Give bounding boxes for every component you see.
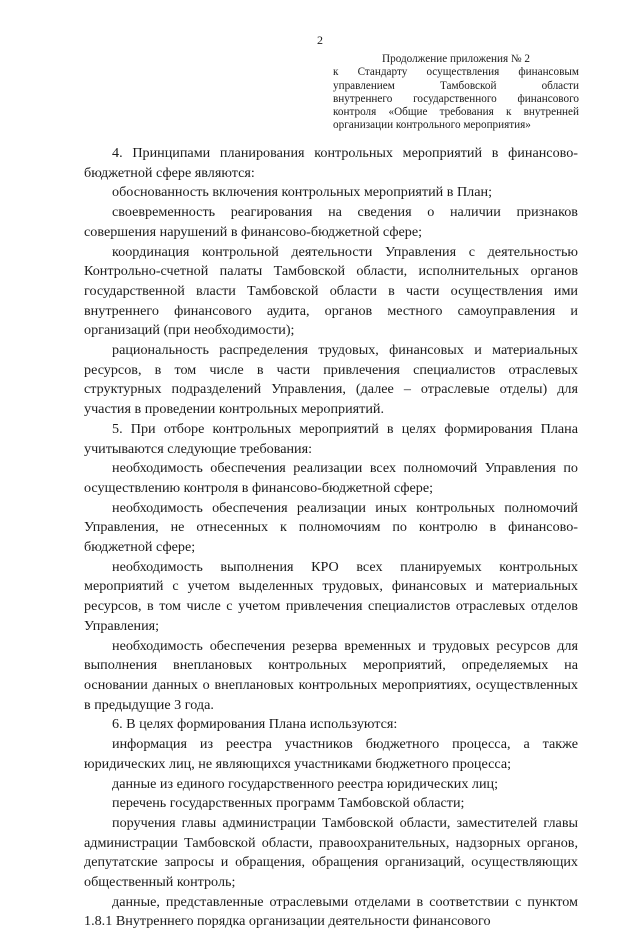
paragraph: необходимость выполнения КРО всех планируемых контрольных мероприятий с учетом выделенных трудовых, финансовых и материальных ресурсов, в том числе с учетом привлечения специалистов отраслевых отделов Управления; bbox=[84, 558, 578, 634]
appendix-header bbox=[333, 53, 579, 133]
paragraph: необходимость обеспечения реализации всех полномочий Управления по осуществлению контроля в финансово-бюджетной сфере; bbox=[84, 460, 578, 496]
paragraph: необходимость обеспечения резерва временных и трудовых ресурсов для выполнения внеплановых контрольных мероприятий, определяемых на основании данных о внеплановых контрольных мероприятиях, осуществленных в предыдущие 3 года. bbox=[84, 637, 578, 713]
page-number: 2 bbox=[317, 33, 323, 47]
header-line-2: к Стандарту осуществления финансовым bbox=[333, 66, 579, 79]
paragraph: данные из единого государственного реестра юридических лиц; bbox=[112, 775, 499, 792]
document-body bbox=[84, 144, 578, 932]
header-line-4: внутреннего государственного финансового bbox=[333, 92, 579, 105]
header-line-6: организации контрольного мероприятия» bbox=[333, 119, 531, 132]
paragraph: поручения главы администрации Тамбовской области, заместителей главы администрации Тамбовской области, правоохранительных, надзорных органов, депутатские запросы и обращения, обращения организаций, осуществляющих общественный контроль; bbox=[84, 814, 578, 891]
paragraph-6-intro: 6. В целях формирования Плана используются: bbox=[112, 716, 398, 733]
paragraph: необходимость обеспечения реализации иных контрольных полномочий Управления, не отнесенных к полномочиям по контролю в финансово-бюджетной сфере; bbox=[84, 499, 578, 556]
paragraph: данные, представленные отраслевыми отделами в соответствии с пунктом 1.8.1 Внутреннего порядка организации деятельности финансового bbox=[84, 893, 578, 930]
paragraph: своевременность реагирования на сведения о наличии признаков совершения нарушений в финансово-бюджетной сфере; bbox=[84, 204, 578, 240]
paragraph: информация из реестра участников бюджетного процесса, а также юридических лиц, не являющихся участниками бюджетного процесса; bbox=[84, 736, 578, 772]
paragraph: рациональность распределения трудовых, финансовых и материальных ресурсов, в том числе в части привлечения специалистов отраслевых структурных подразделений Управления, (далее – отраслевые отделы) для участия в проведении контрольных мероприятий. bbox=[84, 342, 578, 418]
header-line-3: управлением Тамбовской области bbox=[333, 79, 579, 92]
header-line-1: Продолжение приложения № 2 bbox=[382, 53, 530, 65]
paragraph-5-intro: 5. При отборе контрольных мероприятий в целях формирования Плана учитываются следующие требования: bbox=[84, 420, 578, 457]
paragraph-4-intro: 4. Принципами планирования контрольных мероприятий в финансово-бюджетной сфере являются: bbox=[84, 145, 578, 181]
paragraph: обоснованность включения контрольных мероприятий в План; bbox=[112, 184, 493, 201]
paragraph: координация контрольной деятельности Управления с деятельностью Контрольно-счетной палаты Тамбовской области, исполнительных органов государственной власти Тамбовской области в части осуществления ими внутреннего финансового аудита, органов местного самоуправления и организаций (при необходимости); bbox=[84, 243, 578, 339]
header-line-5: контроля «Общие требования к внутренней bbox=[333, 106, 579, 119]
paragraph: перечень государственных программ Тамбовской области; bbox=[112, 795, 465, 812]
